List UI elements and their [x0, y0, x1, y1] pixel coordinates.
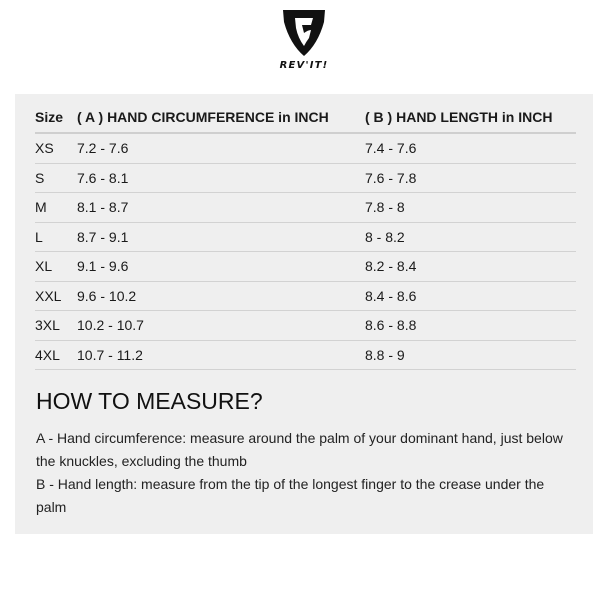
cell-hand-circumference: 7.2 - 7.6: [77, 133, 365, 163]
cell-hand-length: 8.8 - 9: [365, 340, 576, 370]
cell-size: 4XL: [35, 340, 77, 370]
cell-size: XL: [35, 252, 77, 282]
cell-hand-length: 7.6 - 7.8: [365, 163, 576, 193]
cell-hand-circumference: 9.1 - 9.6: [77, 252, 365, 282]
cell-hand-length: 8.6 - 8.8: [365, 311, 576, 341]
measure-instruction-b: B - Hand length: measure from the tip of the longest finger to the crease under the palm: [36, 476, 545, 515]
cell-hand-length: 8.4 - 8.6: [365, 281, 576, 311]
size-table: [35, 102, 576, 370]
cell-hand-length: 7.8 - 8: [365, 193, 576, 223]
cell-size: S: [35, 163, 77, 193]
cell-size: XS: [35, 133, 77, 163]
cell-size: XXL: [35, 281, 77, 311]
brand-name: REV'IT!: [279, 60, 329, 71]
cell-hand-circumference: 10.2 - 10.7: [77, 311, 365, 341]
header-size: Size: [35, 102, 77, 133]
cell-size: 3XL: [35, 311, 77, 341]
brand-logo: [0, 8, 608, 71]
table-row: [35, 252, 576, 282]
cell-hand-length: 8 - 8.2: [365, 222, 576, 252]
size-guide-panel: [15, 94, 593, 534]
table-row: [35, 222, 576, 252]
cell-hand-circumference: 7.6 - 8.1: [77, 163, 365, 193]
cell-hand-circumference: 9.6 - 10.2: [77, 281, 365, 311]
measure-instruction-a: A - Hand circumference: measure around the palm of your dominant hand, just below the knuckles, excluding the thumb: [36, 430, 563, 469]
header-hand-circumference: ( A ) HAND CIRCUMFERENCE in INCH: [77, 102, 365, 133]
table-row: [35, 193, 576, 223]
table-row: [35, 163, 576, 193]
size-table-body: [35, 133, 576, 370]
cell-hand-circumference: 10.7 - 11.2: [77, 340, 365, 370]
header-hand-length: ( B ) HAND LENGTH in INCH: [365, 102, 576, 133]
table-header-row: [35, 102, 576, 133]
cell-hand-length: 7.4 - 7.6: [365, 133, 576, 163]
cell-hand-length: 8.2 - 8.4: [365, 252, 576, 282]
table-row: [35, 340, 576, 370]
cell-size: M: [35, 193, 77, 223]
cell-hand-circumference: 8.7 - 9.1: [77, 222, 365, 252]
table-row: [35, 133, 576, 163]
cell-size: L: [35, 222, 77, 252]
cell-hand-circumference: 8.1 - 8.7: [77, 193, 365, 223]
table-row: [35, 281, 576, 311]
revit-shield-logo-icon: [280, 8, 328, 58]
table-row: [35, 311, 576, 341]
how-to-measure-title: HOW TO MEASURE?: [36, 388, 263, 414]
